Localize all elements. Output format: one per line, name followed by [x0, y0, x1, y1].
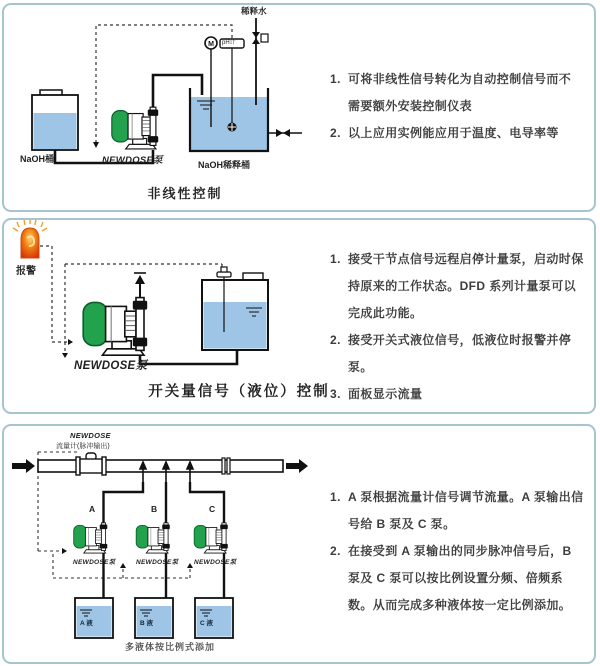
pump-a — [74, 523, 108, 553]
note-number: 1. — [330, 252, 341, 266]
note-text: 以上应用实例能应用于温度、电导率等 — [348, 126, 559, 140]
note-item — [330, 381, 586, 408]
signal-arrowhead — [68, 339, 73, 345]
pump-b-label: B — [151, 504, 158, 514]
signal-arrowhead — [62, 353, 68, 358]
pump-c-label: C — [209, 504, 216, 514]
note-text: A 泵根据流量计信号调节流量。A 泵输出信号给 B 泵及 C 泵。 — [348, 490, 584, 531]
flowmeter-brand-label: NEWDOSE — [70, 431, 111, 440]
solution-tank-shape — [202, 267, 268, 350]
metering-pump — [112, 107, 158, 149]
pump-c-name-label: NEWDOSE泵 — [194, 559, 237, 566]
signal-arrowhead — [187, 563, 193, 568]
newdose-pump-label: NEWDOSE泵 — [74, 360, 148, 372]
note-text: 面板显示流量 — [348, 387, 423, 401]
note-number: 2. — [330, 126, 341, 140]
ph-sensor-label: pH计 — [222, 40, 236, 46]
note-number: 3. — [330, 387, 341, 401]
note-number: 1. — [330, 72, 341, 86]
panel3-caption: 多液体按比例式添加 — [124, 642, 215, 652]
note-text: 在接受到 A 泵输出的同步脉冲信号后，B 泵及 C 泵可以按比例设置分频、倍频系数。从而完成多种液体按一定比例添加。 — [348, 544, 572, 612]
tank-a-label: A 液 — [80, 620, 93, 627]
signal-arrowhead — [62, 548, 67, 554]
alarm-label: 报警 — [16, 266, 36, 277]
tank-c-label: C 液 — [200, 620, 213, 627]
naoh-tank-label: NaOH桶 — [20, 154, 55, 164]
pump-c — [194, 523, 228, 553]
panel2-caption: 开关量信号（液位）控制 — [148, 384, 330, 400]
flow-meter — [76, 453, 106, 475]
panel1-caption: 非线性控制 — [147, 186, 223, 201]
metering-pump — [83, 298, 147, 356]
panel3-notes — [330, 484, 586, 619]
note-item — [330, 484, 586, 538]
note-item — [330, 120, 582, 147]
note-item — [330, 538, 586, 619]
newdose-pump-label: NEWDOSE泵 — [102, 155, 163, 166]
note-item — [330, 246, 586, 327]
naoh-tank-shape — [32, 90, 78, 150]
pump-b-name-label: NEWDOSE泵 — [136, 559, 179, 566]
signal-arrowhead — [120, 563, 126, 568]
flowmeter-label: 流量计(脉冲输出) — [56, 443, 110, 450]
svg-text:M: M — [208, 41, 214, 48]
process-pipe — [12, 459, 308, 473]
note-text: 可将非线性信号转化为自动控制信号而不需要额外安装控制仪表 — [348, 72, 572, 113]
dilution-water-label: 稀释水 — [241, 6, 267, 16]
injection-valve — [134, 273, 146, 300]
outlet-valve — [268, 129, 302, 137]
note-number: 2. — [330, 544, 341, 558]
pump-a-label: A — [89, 504, 96, 514]
panel1-notes — [330, 66, 582, 147]
dilution-water-pipe — [252, 18, 268, 105]
panel2-notes — [330, 246, 586, 408]
panel-proportional-dosing — [2, 424, 596, 664]
tank-b-label: B 液 — [140, 620, 153, 627]
panel-level-signal-control — [2, 218, 596, 414]
alarm-beacon — [13, 220, 47, 258]
note-text: 接受开关式液位信号，低液位时报警并停泵。 — [348, 333, 572, 374]
note-item — [330, 327, 586, 381]
note-number: 1. — [330, 490, 341, 504]
note-number: 2. — [330, 333, 341, 347]
pump-b — [136, 523, 170, 553]
note-item — [330, 66, 582, 120]
pump-a-name-label: NEWDOSE泵 — [73, 559, 116, 566]
discharge-pipes — [104, 482, 225, 523]
note-text: 接受干节点信号远程启停计量泵，启动时保持原来的工作状态。DFD 系列计量泵可以完成此功能。 — [348, 252, 584, 320]
signal-arrowhead — [93, 142, 99, 148]
dilution-tank-label: NaOH稀释桶 — [198, 160, 251, 170]
panel-nonlinear-control — [2, 3, 596, 212]
